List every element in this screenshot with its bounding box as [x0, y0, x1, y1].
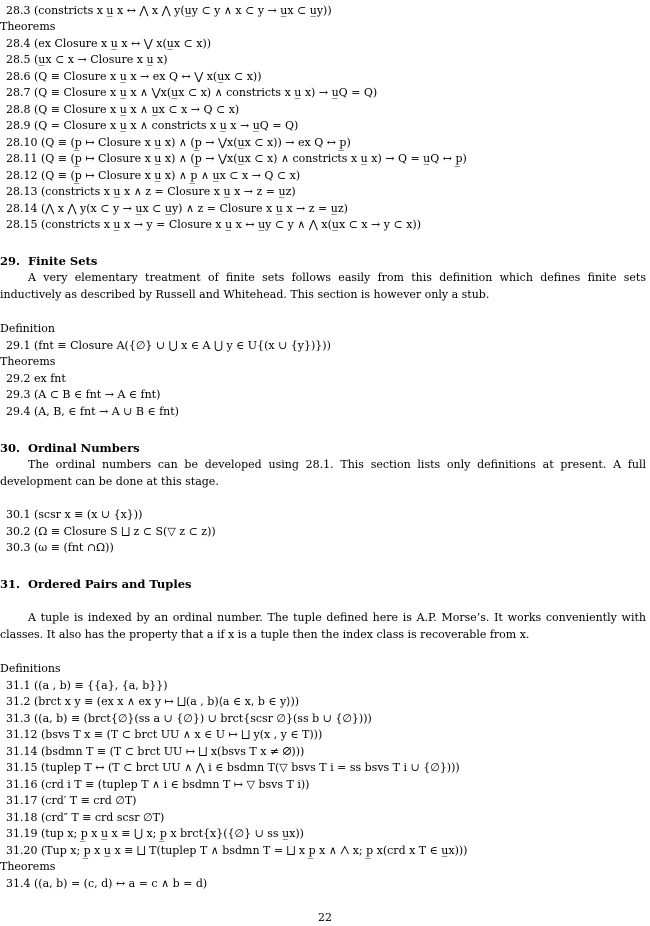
item-28-3: 28.3 (constricts x u̲ x ↔ ⋀ x ⋀ y(u̲y ⊂ y ∧ x ⊂ y → u̲x ⊂ u̲y)): [6, 4, 332, 17]
theorem-28-4: 28.4 (ex Closure x u̲ x ↔ ⋁ x(u̲x ⊂ x)): [6, 37, 212, 50]
theorem-28-12: 28.12 (Q ≡ (p̲ ↦ Closure x u̲ x) ∧ p̲ ∧ u̲x ⊂ x → Q ⊂ x): [6, 169, 301, 182]
section-30-intro: The ordinal numbers can be developed using 28.1. This section lists only definitions at present. A full development can be done at this stage.: [0, 458, 646, 488]
definition-31-15: 31.15 (tuplep T ↔ (T ⊂ brct UU ∧ ⋀ i ∈ bsdmn T(▽ bsvs T i = ss bsvs T i ∪ {∅}))): [6, 761, 460, 774]
theorem-28-11: 28.11 (Q ≡ (p̲ ↦ Closure x u̲ x) ∧ (p̲ → ⋁x(u̲x ⊂ x) ∧ constricts x u̲ x) → Q = u̲Q ↔ p̲): [6, 152, 467, 165]
theorem-28-10: 28.10 (Q ≡ (p̲ ↦ Closure x u̲ x) ∧ (p̲ → ⋁x(u̲x ⊂ x)) → ex Q ↔ p̲): [6, 136, 351, 149]
theorem-28-6: 28.6 (Q ≡ Closure x u̲ x → ex Q ↔ ⋁ x(u̲x ⊂ x)): [6, 70, 262, 83]
theorem-28-15: 28.15 (constricts x u̲ x → y = Closure x u̲ x ↔ u̲y ⊂ y ∧ ⋀ x(u̲x ⊂ x → y ⊂ x)): [6, 218, 421, 231]
section-29-intro: A very elementary treatment of finite sets follows easily from this definition which defines finite sets inductively as described by Russell and Whitehead. This section is however only a stub.: [0, 271, 646, 301]
definition-31-19: 31.19 (tup x; p̲ x u̲ x ≡ ⋃ x; p̲ x brct{x}({∅} ∪ ss u̲x)): [6, 827, 304, 840]
section-30-heading: 30. Ordinal Numbers: [0, 441, 140, 455]
item-30-1: 30.1 (scsr x ≡ (x ∪ {x})): [6, 508, 143, 521]
theorems-label: Theorems: [0, 20, 56, 33]
definition-31-3: 31.3 ((a, b) ≡ (brct{∅}(ss a ∪ {∅}) ∪ brct{scsr ∅}(ss b ∪ {∅}))): [6, 712, 372, 725]
section-29-theorems-label: Theorems: [0, 355, 56, 368]
section-31-heading: 31. Ordered Pairs and Tuples: [0, 577, 192, 591]
item-30-2: 30.2 (Ω ≡ Closure S ⨆ z ⊂ S(▽ z ⊂ z)): [6, 525, 216, 538]
item-30-3: 30.3 (ω ≡ (fnt ∩Ω)): [6, 541, 114, 554]
definition-31-16: 31.16 (crd i T ≡ (tuplep T ∧ i ∈ bsdmn T ↦ ▽ bsvs T i)): [6, 778, 310, 791]
theorem-28-14: 28.14 (⋀ x ⋀ y(x ⊂ y → u̲x ⊂ u̲y) ∧ z = Closure x u̲ x → z = u̲z): [6, 202, 348, 215]
theorem-28-7: 28.7 (Q ≡ Closure x u̲ x ∧ ⋁x(u̲x ⊂ x) ∧ constricts x u̲ x) → u̲Q = Q): [6, 86, 378, 99]
theorem-29-2: 29.2 ex fnt: [6, 372, 66, 385]
theorem-29-4: 29.4 (A, B, ∈ fnt → A ∪ B ∈ fnt): [6, 405, 179, 418]
definition-31-20: 31.20 (Tup x; p̲ x u̲ x ≡ ⨆ T(tuplep T ∧ bsdmn T = ⨆ x p̲ x ∧ ⋀ x; p̲ x(crd x T ∈ u̲x))): [6, 844, 468, 857]
definition-31-2: 31.2 (brct x y ≡ (ex x ∧ ex y ↦ ⨆(a , b)⟨a ∈ x, b ∈ y⟩)): [6, 695, 300, 708]
theorem-28-9: 28.9 (Q = Closure x u̲ x ∧ constricts x u̲ x → u̲Q = Q): [6, 119, 299, 132]
theorem-28-8: 28.8 (Q ≡ Closure x u̲ x ∧ u̲x ⊂ x → Q ⊂ x): [6, 103, 240, 116]
section-31-intro: A tuple is indexed by an ordinal number. The tuple defined here is A.P. Morse’s. It works conveniently with classes. It also has the property that a if x is a tuple then the index class is recoverable from x.: [0, 611, 646, 641]
definition-31-12: 31.12 (bsvs T x ≡ (T ⊂ brct UU ∧ x ∈ U ↦ ⨆ y(x , y ∈ T))): [6, 728, 323, 741]
page-number: 22: [318, 911, 332, 924]
section-29-definition-label: Definition: [0, 322, 55, 335]
definition-31-14: 31.14 (bsdmn T ≡ (T ⊂ brct UU ↦ ⨆ x(bsvs T x ≠ ∅))): [6, 745, 305, 758]
theorem-29-3: 29.3 (A ⊂ B ∈ fnt → A ∈ fnt): [6, 388, 161, 401]
definition-31-18: 31.18 (crd″ T ≡ crd scsr ∅T): [6, 811, 165, 824]
section-31-definitions-label: Definitions: [0, 662, 61, 675]
definition-29-1: 29.1 (fnt ≡ Closure A({∅} ∪ ⋃ x ∈ A ⋃ y ∈ U{(x ∪ {y})})): [6, 339, 331, 352]
theorem-28-5: 28.5 (u̲x ⊂ x → Closure x u̲ x): [6, 53, 168, 66]
section-31-theorems-label: Theorems: [0, 860, 56, 873]
theorem-28-13: 28.13 (constricts x u̲ x ∧ z = Closure x u̲ x → z = u̲z): [6, 185, 296, 198]
section-29-heading: 29. Finite Sets: [0, 254, 98, 268]
theorem-31-4: 31.4 ((a, b) = (c, d) ↔ a = c ∧ b = d): [6, 877, 208, 890]
definition-31-17: 31.17 (crd′ T ≡ crd ∅T): [6, 794, 137, 807]
definition-31-1: 31.1 ((a , b) ≡ {{a}, {a, b}}): [6, 679, 168, 692]
